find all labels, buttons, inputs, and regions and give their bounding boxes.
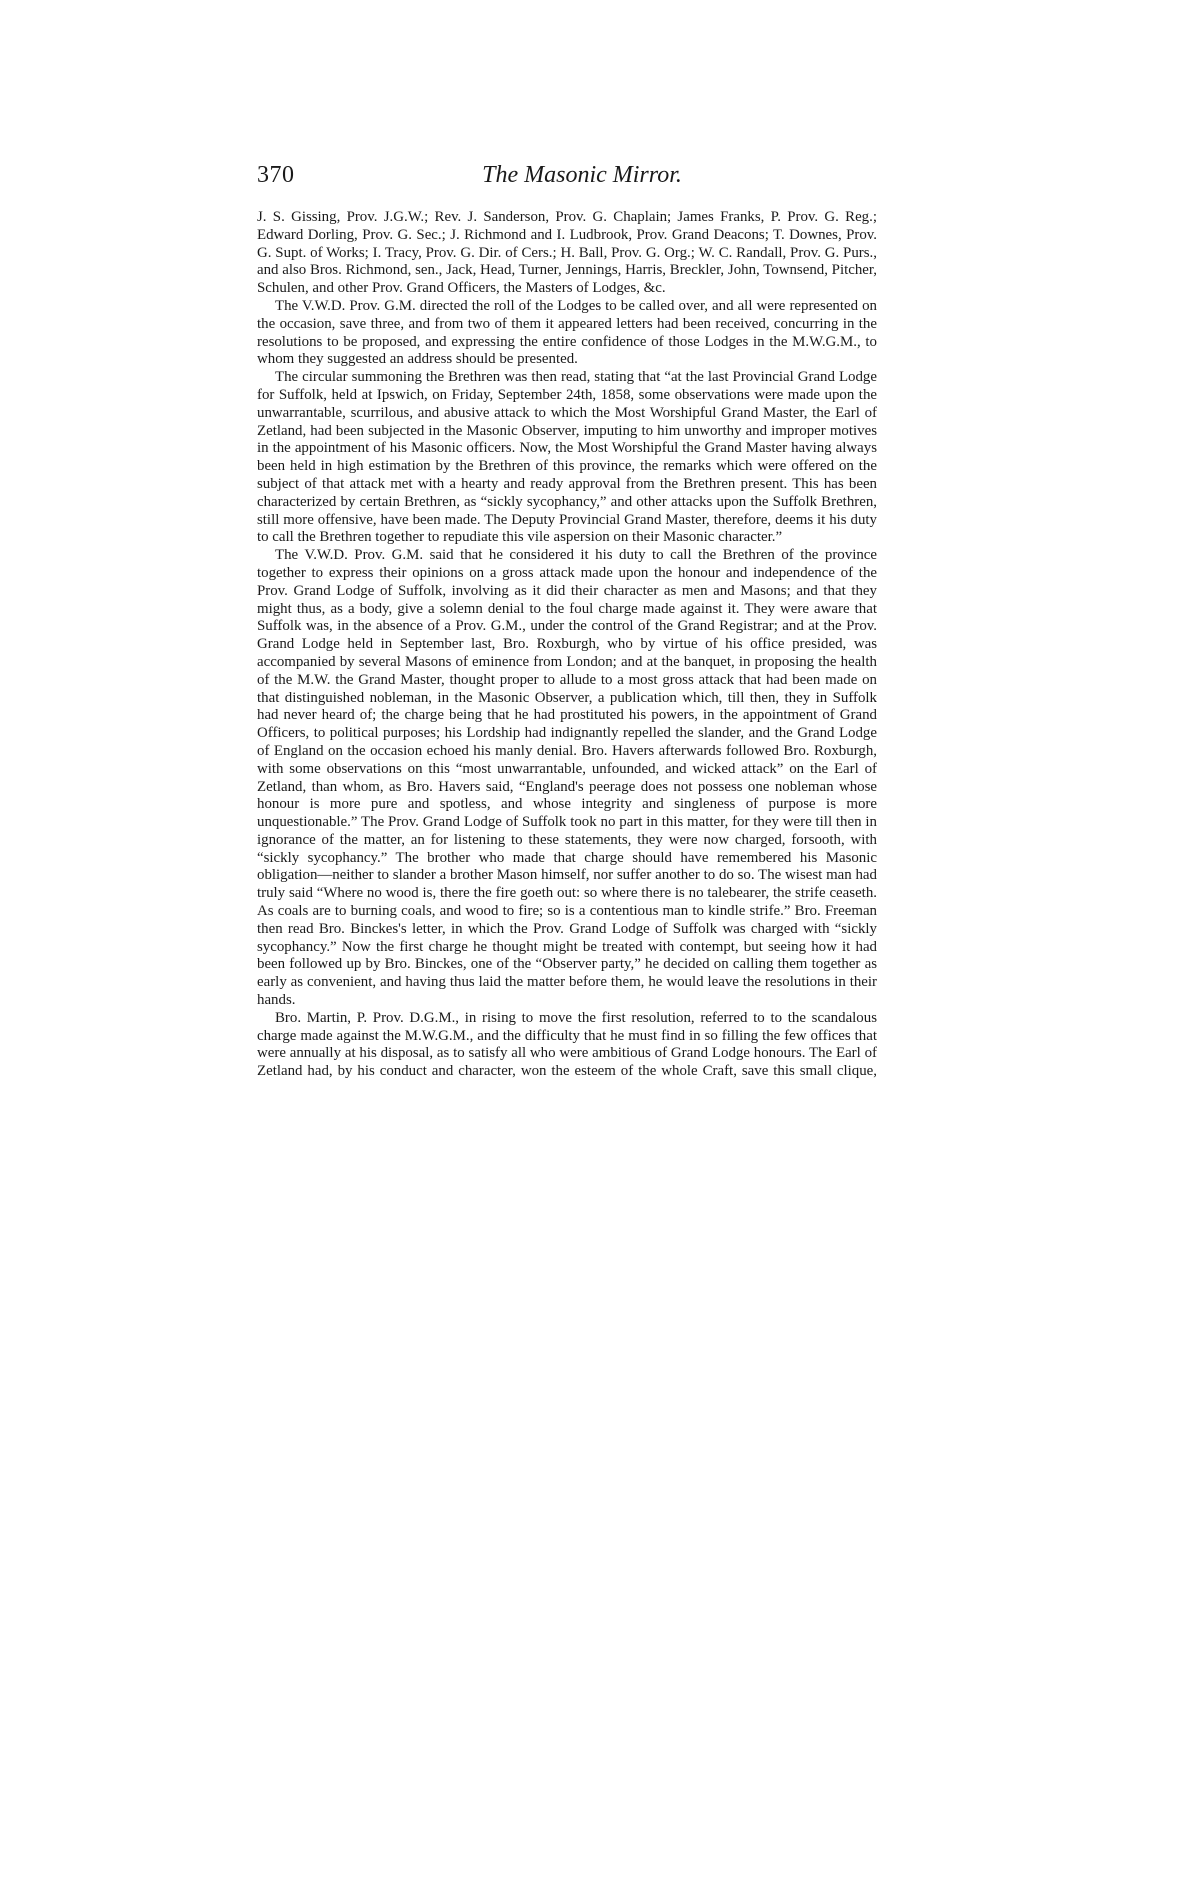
paragraph-circular: The circular summoning the Brethren was then read, stating that “at the last Provincial Grand Lodge for Suffolk, held at Ipswich, on Friday, September 24th, 1858, some observations were made upon the unwarrantable, scurrilous, and abusive attack to which the Most Worshipful Grand Master, the Earl of Zetland, had been subjected in the Masonic Observer, imputing to him unworthy and improper motives in the appointment of his Masonic officers. Now, the Most Worshipful the Grand Master having always been held in high estimation by the Brethren of this province, the remarks which were offered on the subject of that attack met with a hearty and ready approval from the Brethren present. This has been characterized by certain Brethren, as “sickly sycophancy,” and other attacks upon the Suffolk Brethren, still more offensive, have been made. The Deputy Provincial Grand Master, therefore, deems it his duty to call the Brethren together to repudiate this vile aspersion on their Masonic character.”	[257, 369, 877, 546]
running-title: The Masonic Mirror.	[482, 162, 682, 188]
paragraph-address: The V.W.D. Prov. G.M. said that he considered it his duty to call the Brethren of the province together to express their opinions on a gross attack made upon the honour and independence of the Prov. Grand Lodge of Suffolk, involving as it did their character as men and Masons; and that they might thus, as a body, give a solemn denial to the foul charge made against it. They were aware that Suffolk was, in the absence of a Prov. G.M., under the control of the Grand Registrar; and at the Prov. Grand Lodge held in September last, Bro. Roxburgh, who by virtue of his office presided, was accompanied by several Masons of eminence from London; and at the banquet, in proposing the health of the M.W. the Grand Master, thought proper to allude to a most gross attack that had been made on that distinguished nobleman, in the Masonic Observer, a publication which, till then, they in Suffolk had never heard of; the charge being that he had prostituted his powers, in the appointment of Grand Officers, to political purposes; his Lordship had indignantly repelled the slander, and the Grand Lodge of England on the occasion echoed his manly denial. Bro. Havers afterwards followed Bro. Roxburgh, with some observations on this “most unwarrantable, unfounded, and wicked attack” on the Earl of Zetland, than whom, as Bro. Havers said, “England's peerage does not possess one nobleman whose honour is more pure and spotless, and whose integrity and singleness of purpose is more unquestionable.” The Prov. Grand Lodge of Suffolk took no part in this matter, for they were till then in ignorance of the matter, an for listening to these statements, they were now charged, forsooth, with “sickly sycophancy.” The brother who made that charge should have remembered his Masonic obligation—neither to slander a brother Mason himself, nor suffer another to do so. The wisest man had truly said “Where no wood is, there the fire goeth out: so where there is no talebearer, the strife ceaseth. As coals are to burning coals, and wood to fire; so is a contentious man to kindle strife.” Bro. Freeman then read Bro. Binckes's letter, in which the Prov. Grand Lodge of Suffolk was charged with “sickly sycophancy.” Now the first charge he thought might be treated with contempt, but seeing how it had been followed up by Bro. Binckes, one of the “Observer party,” he decided on calling them together as early as convenient, and having thus laid the matter before them, he would leave the resolutions in their hands.	[257, 547, 877, 1009]
body-text	[257, 209, 877, 1081]
page-number: 370	[257, 162, 295, 188]
page-header	[257, 158, 877, 194]
paragraph-roll-call: The V.W.D. Prov. G.M. directed the roll of the Lodges to be called over, and all were represented on the occasion, save three, and from two of them it appeared letters had been received, concurring in the resolutions to be proposed, and expressing the entire confidence of those Lodges in the M.W.G.M., to whom they suggested an address should be presented.	[257, 297, 877, 368]
paragraph-first-resolution: Bro. Martin, P. Prov. D.G.M., in rising to move the first resolution, referred to to the scandalous charge made against the M.W.G.M., and the difficulty that he must find in so filling the few offices that were annually at his disposal, as to satisfy all who were ambitious of Grand Lodge honours. The Earl of Zetland had, by his conduct and character, won the esteem of the whole Craft, save this small clique,	[257, 1009, 877, 1080]
paragraph-attendees: J. S. Gissing, Prov. J.G.W.; Rev. J. Sanderson, Prov. G. Chaplain; James Franks, P. Prov. G. Reg.; Edward Dorling, Prov. G. Sec.; J. Richmond and I. Ludbrook, Prov. Grand Deacons; T. Downes, Prov. G. Supt. of Works; I. Tracy, Prov. G. Dir. of Cers.; H. Ball, Prov. G. Org.; W. C. Randall, Prov. G. Purs., and also Bros. Richmond, sen., Jack, Head, Turner, Jennings, Harris, Breckler, John, Townsend, Pitcher, Schulen, and other Prov. Grand Officers, the Masters of Lodges, &c.	[257, 209, 877, 297]
